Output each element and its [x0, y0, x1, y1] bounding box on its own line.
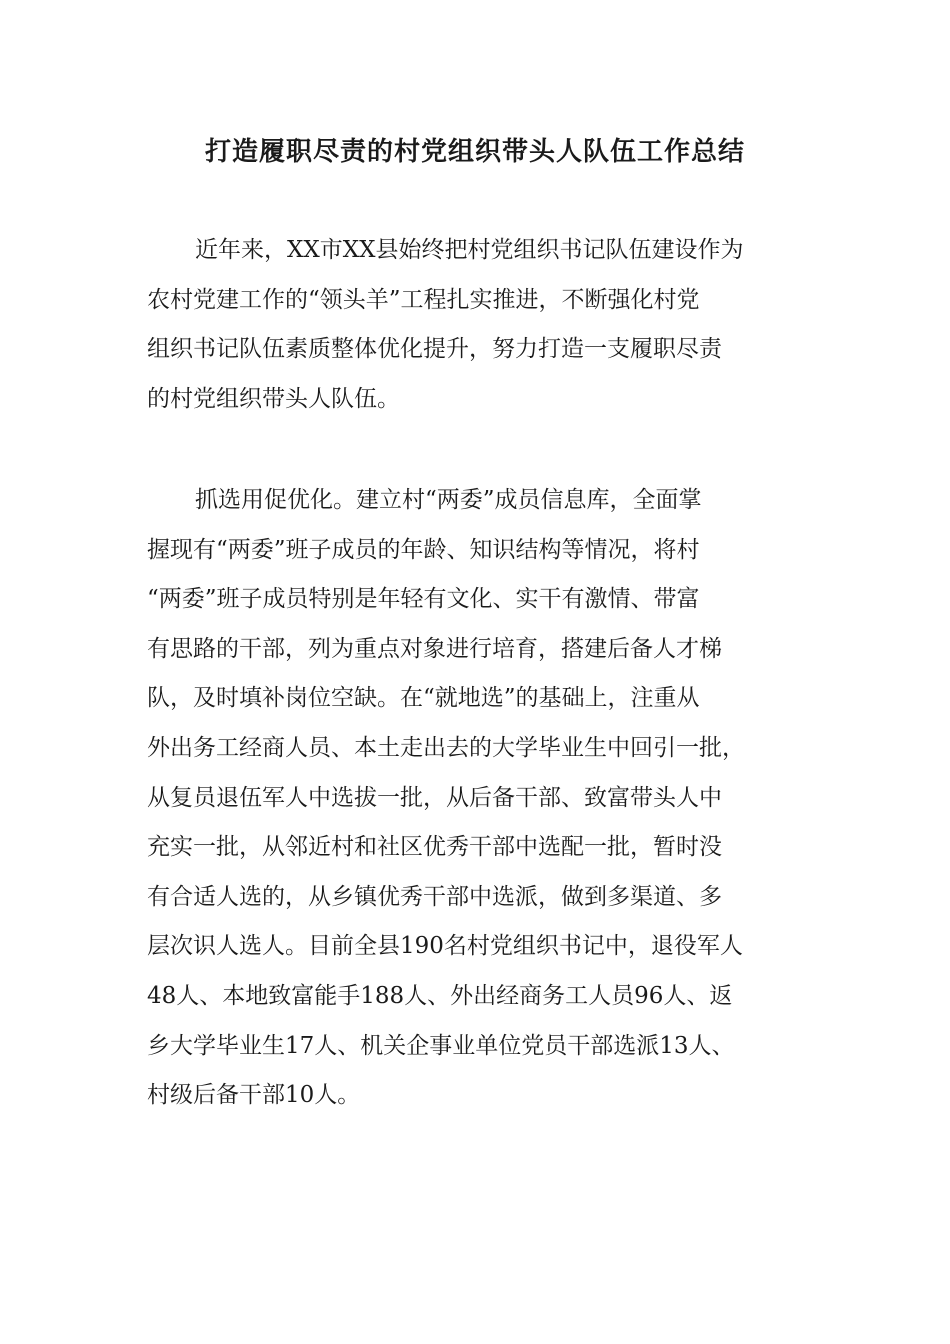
paragraph-line: 48人、本地致富能手188人、外出经商务工人员96人、返 [147, 982, 733, 1009]
paragraph-line: 充实一批，从邻近村和社区优秀干部中选配一批，暂时没 [147, 834, 722, 861]
paragraph-line: 层次识人选人。目前全县190名村党组织书记中，退役军人 [147, 933, 743, 960]
paragraph-line: “两委”班子成员特别是年轻有文化、实干有激情、带富 [147, 586, 700, 613]
paragraph-line: 的村党组织带头人队伍。 [147, 385, 400, 412]
paragraph-line: 组织书记队伍素质整体优化提升，努力打造一支履职尽责 [147, 336, 722, 363]
paragraph-line: 外出务工经商人员、本土走出去的大学毕业生中回引一批， [147, 734, 745, 761]
paragraph-selection [147, 476, 807, 1121]
paragraph-line: 握现有“两委”班子成员的年龄、知识结构等情况，将村 [147, 536, 700, 563]
paragraph-intro [147, 226, 807, 424]
paragraph-line: 抓选用促优化。建立村“两委”成员信息库，全面掌 [195, 487, 702, 513]
paragraph-line: 乡大学毕业生17人、机关企事业单位党员干部选派13人、 [147, 1032, 735, 1059]
paragraph-line: 村级后备干部10人。 [147, 1082, 361, 1109]
paragraph-line: 农村党建工作的“领头羊”工程扎实推进，不断强化村党 [147, 286, 700, 313]
paragraph-line: 近年来，XX市XX县始终把村党组织书记队伍建设作为 [195, 237, 744, 263]
document-title: 打造履职尽责的村党组织带头人队伍工作总结 [204, 137, 745, 167]
paragraph-line: 有合适人选的，从乡镇优秀干部中选派，做到多渠道、多 [147, 883, 722, 910]
paragraph-line: 有思路的干部，列为重点对象进行培育，搭建后备人才梯 [147, 635, 722, 662]
paragraph-line: 队，及时填补岗位空缺。在“就地选”的基础上，注重从 [147, 685, 700, 712]
paragraph-line: 从复员退伍军人中选拔一批，从后备干部、致富带头人中 [147, 784, 722, 811]
